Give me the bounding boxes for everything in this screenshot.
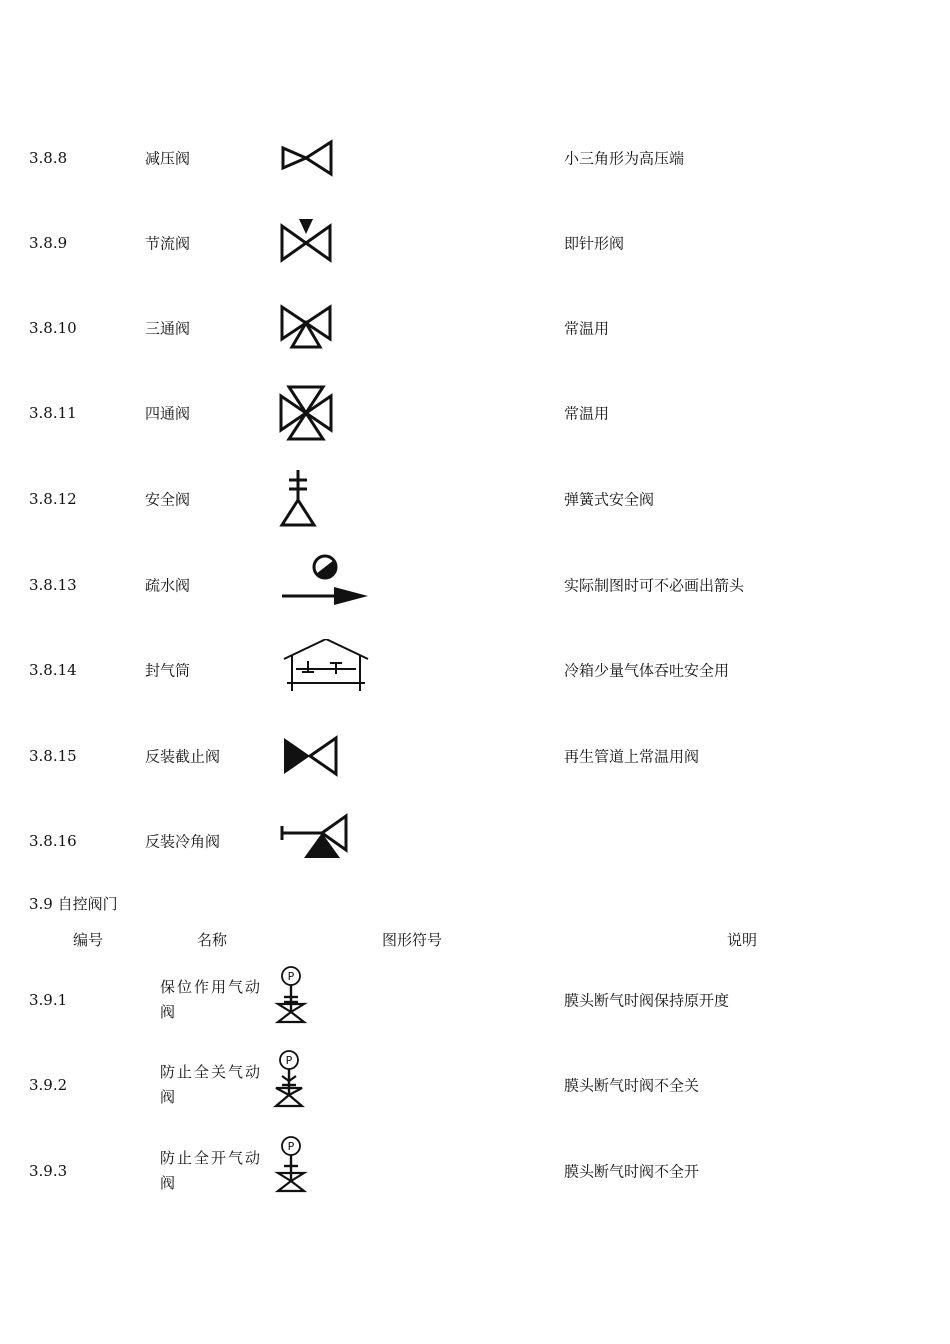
section-title: 3.9 自控阀门 [29, 895, 118, 913]
valve-number: 3.8.15 [29, 747, 77, 765]
throttle-valve-icon [278, 212, 373, 274]
valve-note: 常温用 [564, 404, 610, 423]
valve-name: 防止全开气动阀 [160, 1149, 263, 1192]
valve-row [0, 811, 950, 871]
header-note: 说明 [727, 931, 758, 949]
valve-number: 3.8.14 [29, 661, 77, 679]
reverse-cold-angle-valve-icon [278, 810, 373, 872]
svg-text:P: P [287, 1140, 295, 1153]
valve-name: 防止全关气动阀 [160, 1063, 263, 1106]
valve-number: 3.9.2 [29, 1076, 68, 1094]
svg-text:P: P [285, 1054, 293, 1067]
auto-valve-row [0, 965, 950, 1035]
header-name: 名称 [197, 931, 228, 949]
valve-number: 3.8.11 [29, 404, 77, 422]
valve-note: 弹簧式安全阀 [564, 490, 655, 509]
valve-note: 膜头断气时阀不全关 [564, 1076, 700, 1095]
valve-number: 3.8.12 [29, 490, 77, 508]
safety-valve-icon [278, 468, 373, 530]
valve-name: 保位作用气动阀 [160, 978, 263, 1021]
valve-number: 3.9.1 [29, 991, 68, 1009]
three-way-valve-icon [278, 297, 373, 359]
valve-number: 3.8.10 [29, 319, 77, 337]
valve-row [0, 726, 950, 786]
valve-row [0, 213, 950, 273]
valve-note: 即针形阀 [564, 234, 625, 253]
valve-row [0, 298, 950, 358]
pneumatic-valve-fail-open-icon [272, 1050, 312, 1112]
valve-note: 膜头断气时阀不全开 [564, 1162, 700, 1181]
valve-row [0, 640, 950, 700]
valve-number: 3.8.16 [29, 832, 77, 850]
valve-name: 节流阀 [145, 234, 191, 253]
steam-trap-icon [278, 554, 373, 616]
valve-name: 反装冷角阀 [145, 832, 221, 851]
valve-name: 封气筒 [145, 661, 191, 680]
header-number: 编号 [73, 931, 104, 949]
valve-name: 反装截止阀 [145, 747, 221, 766]
pressure-reducing-valve-icon [278, 127, 373, 189]
valve-name: 减压阀 [145, 149, 191, 168]
valve-name: 三通阀 [145, 319, 191, 338]
valve-name: 四通阀 [145, 404, 191, 423]
gas-seal-cylinder-icon [278, 639, 373, 701]
valve-number: 3.8.9 [29, 234, 68, 252]
four-way-valve-icon [278, 382, 373, 444]
valve-row [0, 383, 950, 443]
valve-number: 3.9.3 [29, 1162, 68, 1180]
pneumatic-valve-fail-close-icon [272, 1136, 312, 1198]
valve-number: 3.8.13 [29, 576, 77, 594]
valve-note: 小三角形为高压端 [564, 149, 685, 168]
valve-row [0, 555, 950, 615]
auto-valve-row [0, 1136, 950, 1206]
valve-note: 膜头断气时阀保持原开度 [564, 991, 730, 1010]
valve-note: 再生管道上常温用阀 [564, 747, 700, 766]
valve-number: 3.8.8 [29, 149, 68, 167]
valve-row [0, 469, 950, 529]
pneumatic-valve-fail-hold-icon [272, 965, 312, 1027]
reverse-globe-valve-icon [278, 725, 373, 787]
auto-valve-row [0, 1050, 950, 1120]
valve-note: 实际制图时可不必画出箭头 [564, 576, 745, 595]
valve-name: 疏水阀 [145, 576, 191, 595]
valve-row [0, 128, 950, 188]
valve-note: 常温用 [564, 319, 610, 338]
svg-text:P: P [287, 970, 295, 983]
valve-name: 安全阀 [145, 490, 191, 509]
valve-note: 冷箱少量气体吞吐安全用 [564, 661, 730, 680]
header-symbol: 图形符号 [382, 931, 443, 949]
